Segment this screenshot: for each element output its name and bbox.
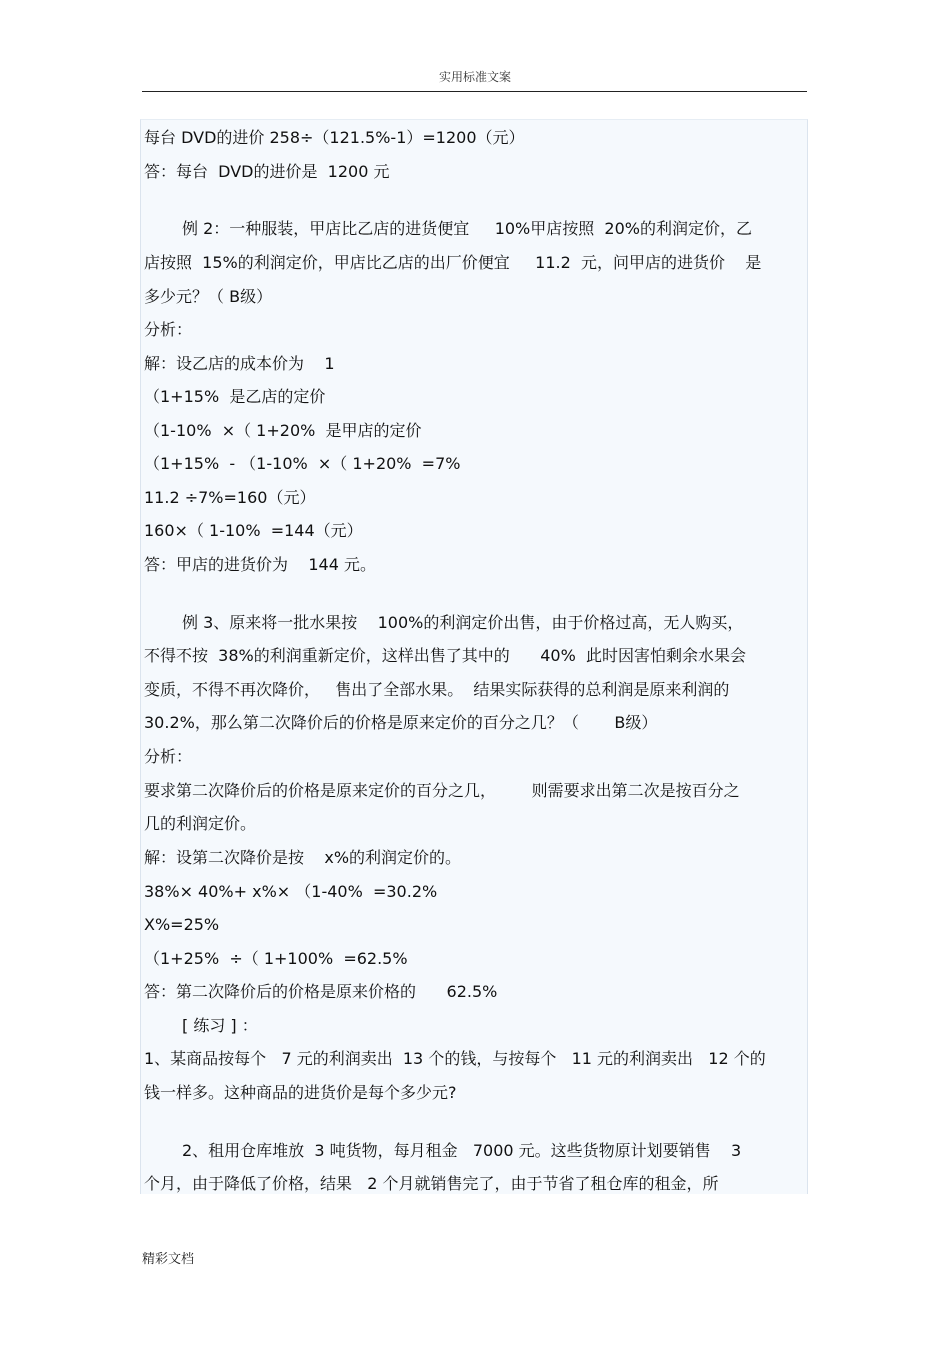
text-line: 解：设乙店的成本价为 1	[144, 354, 335, 373]
header-divider	[142, 91, 807, 92]
text-line: 要求第二次降价后的价格是原来定价的百分之几， 则需要求出第二次是按百分之	[144, 781, 740, 800]
text-line: （1+15% 是乙店的定价	[144, 387, 326, 406]
text-line: 钱一样多。这种商品的进货价是每个多少元?	[144, 1083, 457, 1102]
page-header-title: 实用标准文案	[438, 70, 511, 84]
text-line: （1+15% - （1-10% ×（ 1+20% =7%	[144, 454, 461, 473]
text-line: 30.2%，那么第二次降价后的价格是原来定价的百分之几？（ B级）	[144, 713, 658, 732]
text-line: 多少元？（ B级）	[144, 287, 273, 306]
text-line: 变质，不得不再次降价， 售出了全部水果。 结果实际获得的总利润是原来利润的	[144, 680, 730, 699]
text-line: 分析：	[144, 320, 193, 339]
text-line: 11.2 ÷7%=160（元）	[144, 488, 316, 507]
text-line: 个月，由于降低了价格，结果 2 个月就销售完了，由于节省了租仓库的租金，所	[144, 1174, 719, 1193]
text-line: 店按照 15%的利润定价，甲店比乙店的出厂价便宜 11.2 元，问甲店的进货价 是	[144, 253, 762, 272]
text-line: 几的利润定价。	[144, 814, 257, 833]
text-line: X%=25%	[144, 915, 220, 934]
page-footer-text: 精彩文档	[142, 1252, 195, 1267]
text-line: 答：甲店的进货价为 144 元。	[144, 555, 376, 574]
text-line: 每台 DVD的进价 258÷（121.5%-1）=1200（元）	[144, 128, 525, 147]
text-line: 答：第二次降价后的价格是原来价格的 62.5%	[144, 982, 498, 1001]
text-line: （1+25% ÷（ 1+100% =62.5%	[144, 949, 408, 968]
text-line: 2、租用仓库堆放 3 吨货物，每月租金 7000 元。这些货物原计划要销售 3	[182, 1141, 742, 1160]
text-line: 不得不按 38%的利润重新定价，这样出售了其中的 40% 此时因害怕剩余水果会	[144, 646, 746, 665]
text-line: （1-10% ×（ 1+20% 是甲店的定价	[144, 421, 422, 440]
text-line: 例 3、原来将一批水果按 100%的利润定价出售，由于价格过高，无人购买，	[182, 613, 744, 632]
text-line: 分析：	[144, 747, 193, 766]
text-line: 答：每台 DVD的进价是 1200 元	[144, 162, 390, 181]
text-line: 1、某商品按每个 7 元的利润卖出 13 个的钱，与按每个 11 元的利润卖出 12 个的	[144, 1049, 766, 1068]
text-line: [ 练习 ] ：	[182, 1016, 258, 1035]
text-line: 例 2：一种服装，甲店比乙店的进货便宜 10%甲店按照 20%的利润定价，乙	[182, 219, 752, 238]
text-line: 160×（ 1-10% =144（元）	[144, 521, 363, 540]
text-line: 38%× 40%+ x%× （1-40% =30.2%	[144, 882, 438, 901]
text-line: 解：设第二次降价是按 x%的利润定价的。	[144, 848, 462, 867]
